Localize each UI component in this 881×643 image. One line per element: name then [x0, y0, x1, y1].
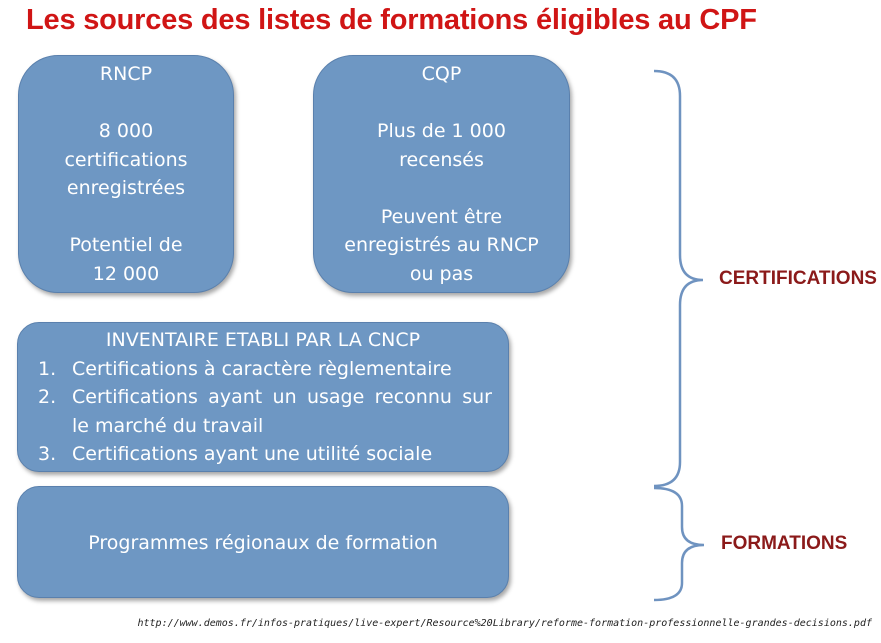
list-item-number: 3. [38, 443, 57, 465]
page-title: Les sources des listes de formations éligibles au CPF [26, 4, 757, 36]
source-link[interactable]: http://www.demos.fr/infos-pratiques/live-expert/Resource%20Library/reforme-formation-professionnelle-grandes-decisions.pdf [137, 618, 872, 629]
certifications-label: CERTIFICATIONS [719, 268, 877, 289]
rncp-line: certifications [64, 148, 188, 171]
list-item-text: Certifications ayant un usage reconnu sur le marché du travail [72, 386, 492, 437]
cqp-heading: CQP [421, 63, 462, 85]
list-item-number: 1. [38, 357, 57, 380]
formations-brace [654, 488, 704, 600]
rncp-line: 8 000 [98, 120, 154, 142]
rncp-line: Potentiel de [69, 234, 183, 256]
rncp-line: enregistrées [66, 177, 186, 199]
list-item-text: Certifications ayant une utilité sociale [72, 443, 433, 465]
cqp-line: Plus de 1 000 [377, 120, 506, 142]
rncp-heading: RNCP [99, 63, 153, 85]
rncp-line: 12 000 [92, 262, 160, 285]
cncp-heading: INVENTAIRE ETABLI PAR LA CNCP [105, 329, 421, 351]
programmes-text: Programmes régionaux de formation [88, 532, 438, 554]
formations-label: FORMATIONS [721, 533, 848, 554]
list-item-number: 2. [38, 386, 57, 408]
cqp-line: Peuvent être [380, 205, 503, 228]
cqp-line: enregistrés au RNCP [344, 234, 539, 256]
cqp-line: ou pas [409, 262, 474, 285]
list-item-text: Certifications à caractère règlementaire [72, 357, 452, 380]
cqp-line: recensés [399, 148, 484, 171]
certifications-brace [654, 71, 703, 486]
